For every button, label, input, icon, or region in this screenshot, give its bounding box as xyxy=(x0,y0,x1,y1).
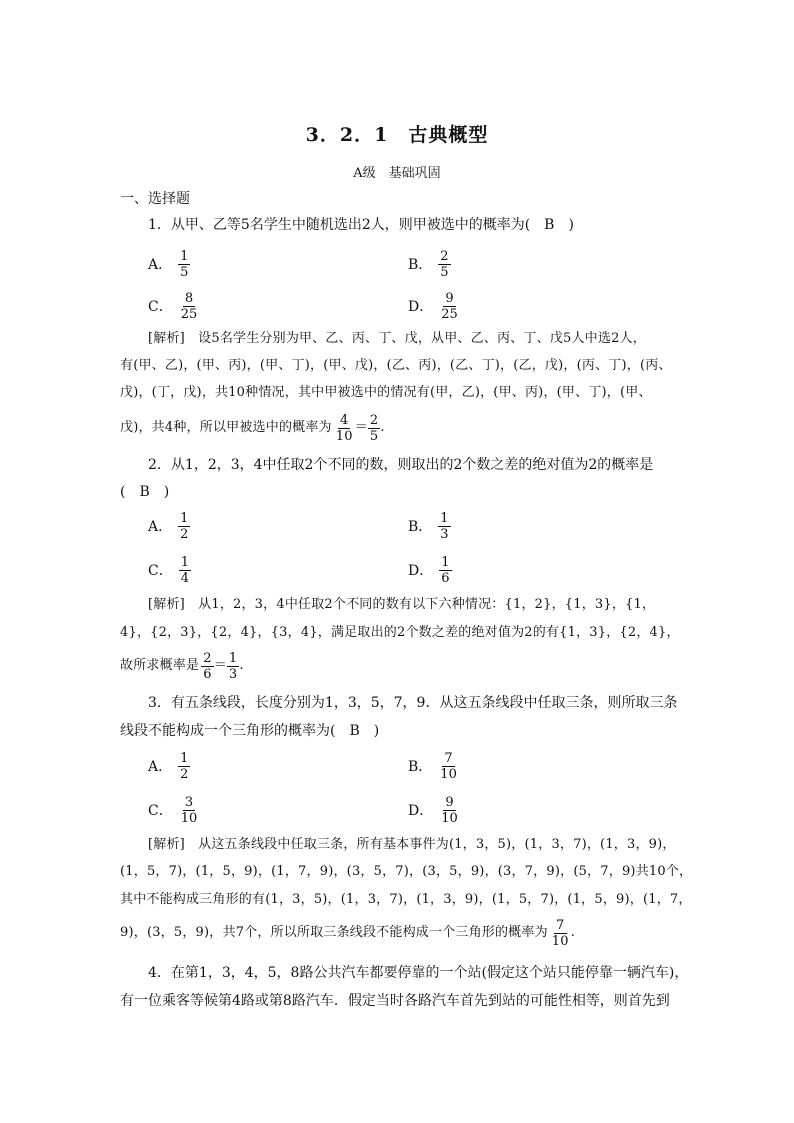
fraction: $\frac{1}{3}$ xyxy=(440,510,449,542)
q3-explanation-line: (1，5，7)，(1，5，9)，(1，7，9)，(3，5，7)，(3，5，9)，(3，7，9)，(5，7，9)共10个， xyxy=(120,864,693,879)
question-3-stem-cont: 线段不能构成一个三角形的概率为( B ) xyxy=(120,723,380,739)
question-1-stem: 1．从甲、乙等5名学生中随机选出2人，则甲被选中的概率为( B ) xyxy=(148,217,574,233)
fraction: $\frac{2}{5}$ xyxy=(440,248,449,280)
q3-option-a: A． $\frac{1}{2}$ xyxy=(148,750,189,782)
q3-option-b: B． $\frac{7}{10}$ xyxy=(408,750,457,782)
q2-option-b: B． $\frac{1}{3}$ xyxy=(408,510,449,542)
q2-explanation-last: 故所求概率是 $\frac{2}{6}$ ＝ $\frac{1}{3}$ . xyxy=(120,650,244,682)
q1-explanation-line: [解析] 设5名学生分别为甲、乙、丙、丁、戊，从甲、乙、丙、丁、戊5人中选2人， xyxy=(148,331,646,346)
level-subtitle: A级 基础巩固 xyxy=(353,166,441,181)
fraction: $\frac{2}{6}$ xyxy=(203,650,212,682)
fraction: $\frac{8}{25}$ xyxy=(180,290,198,322)
question-2-stem: 2．从1，2，3，4中任取2个不同的数，则取出的2个数之差的绝对值为2的概率是 xyxy=(148,457,654,473)
q1-explanation-last: 戊)，共4种，所以甲被选中的概率为 $\frac{4}{10}$ ＝ $\frac{2}{5}$ . xyxy=(120,412,385,444)
q2-explanation-line: 4}，{2，3}，{2，4}，{3，4}，满足取出的2个数之差的绝对值为2的有{1，3}，{2，4}， xyxy=(120,625,680,640)
fraction: $\frac{1}{4}$ xyxy=(180,554,189,586)
fraction: $\frac{7}{10}$ xyxy=(551,917,569,949)
q1-option-c: C． $\frac{8}{25}$ xyxy=(148,290,198,322)
question-4-stem: 4．在第1，3，4，5，8路公共汽车都要停靠的一个站(假定这个站只能停靠一辆汽车)， xyxy=(148,965,689,981)
fraction: $\frac{1}{6}$ xyxy=(441,554,450,586)
fraction: $\frac{9}{10}$ xyxy=(441,794,458,826)
page-title: 3．2．1 古典概型 xyxy=(305,124,489,146)
q1-option-a: A． $\frac{1}{5}$ xyxy=(148,248,189,280)
fraction: $\frac{2}{5}$ xyxy=(369,412,379,444)
q2-option-d: D． $\frac{1}{6}$ xyxy=(408,554,450,586)
question-4-stem-cont: 有一位乘客等候第4路或第8路汽车．假定当时各路汽车首先到站的可能性相等，则首先到 xyxy=(120,993,670,1009)
q3-option-d: D． $\frac{9}{10}$ xyxy=(408,794,458,826)
section-heading: 一、选择题 xyxy=(120,191,190,207)
fraction: $\frac{1}{3}$ xyxy=(228,650,238,682)
q1-option-b: B． $\frac{2}{5}$ xyxy=(408,248,449,280)
q1-explanation-line: 戊)，(丁，戊)，共10种情况，其中甲被选中的情况有(甲，乙)，(甲、丙)，(甲、丁)，(甲、 xyxy=(120,385,652,400)
q2-option-a: A． $\frac{1}{2}$ xyxy=(148,510,189,542)
q2-option-c: C． $\frac{1}{4}$ xyxy=(148,554,189,586)
fraction: $\frac{3}{10}$ xyxy=(180,794,198,826)
fraction: $\frac{1}{5}$ xyxy=(180,248,189,280)
fraction: $\frac{1}{2}$ xyxy=(180,510,189,542)
fraction: $\frac{7}{10}$ xyxy=(440,750,457,782)
q1-option-d: D． $\frac{9}{25}$ xyxy=(408,290,458,322)
q2-explanation-line: [解析] 从1，2，3，4中任取2个不同的数有以下六种情况：{1，2}，{1，3}，{1， xyxy=(148,597,656,612)
fraction: $\frac{9}{25}$ xyxy=(441,290,458,322)
q3-option-c: C． $\frac{3}{10}$ xyxy=(148,794,198,826)
q1-explanation-line: 有(甲、乙)，(甲、丙)，(甲、丁)，(甲、戊)，(乙、丙)，(乙、丁)，(乙，戊)，(丙、丁)，(丙、 xyxy=(120,358,672,373)
fraction: $\frac{1}{2}$ xyxy=(180,750,189,782)
q3-explanation-last: 9)，(3，5，9)，共7个，所以所取三条线段不能构成一个三角形的概率为 $\frac{7}{10}$ . xyxy=(120,917,576,949)
q3-explanation-line: 其中不能构成三角形的有(1，3，5)，(1，3，7)，(1，3，9)，(1，5，7)，(1，5，9)，(1，7， xyxy=(120,892,692,907)
question-2-stem-cont: ( B ) xyxy=(120,484,170,500)
q3-explanation-line: [解析] 从这五条线段中任取三条，所有基本事件为(1，3，5)，(1，3，7)，(1，3，9)， xyxy=(148,837,676,852)
question-3-stem: 3．有五条线段，长度分别为1，3，5，7，9．从这五条线段中任取三条，则所取三条 xyxy=(148,695,678,711)
fraction: $\frac{4}{10}$ xyxy=(335,412,353,444)
